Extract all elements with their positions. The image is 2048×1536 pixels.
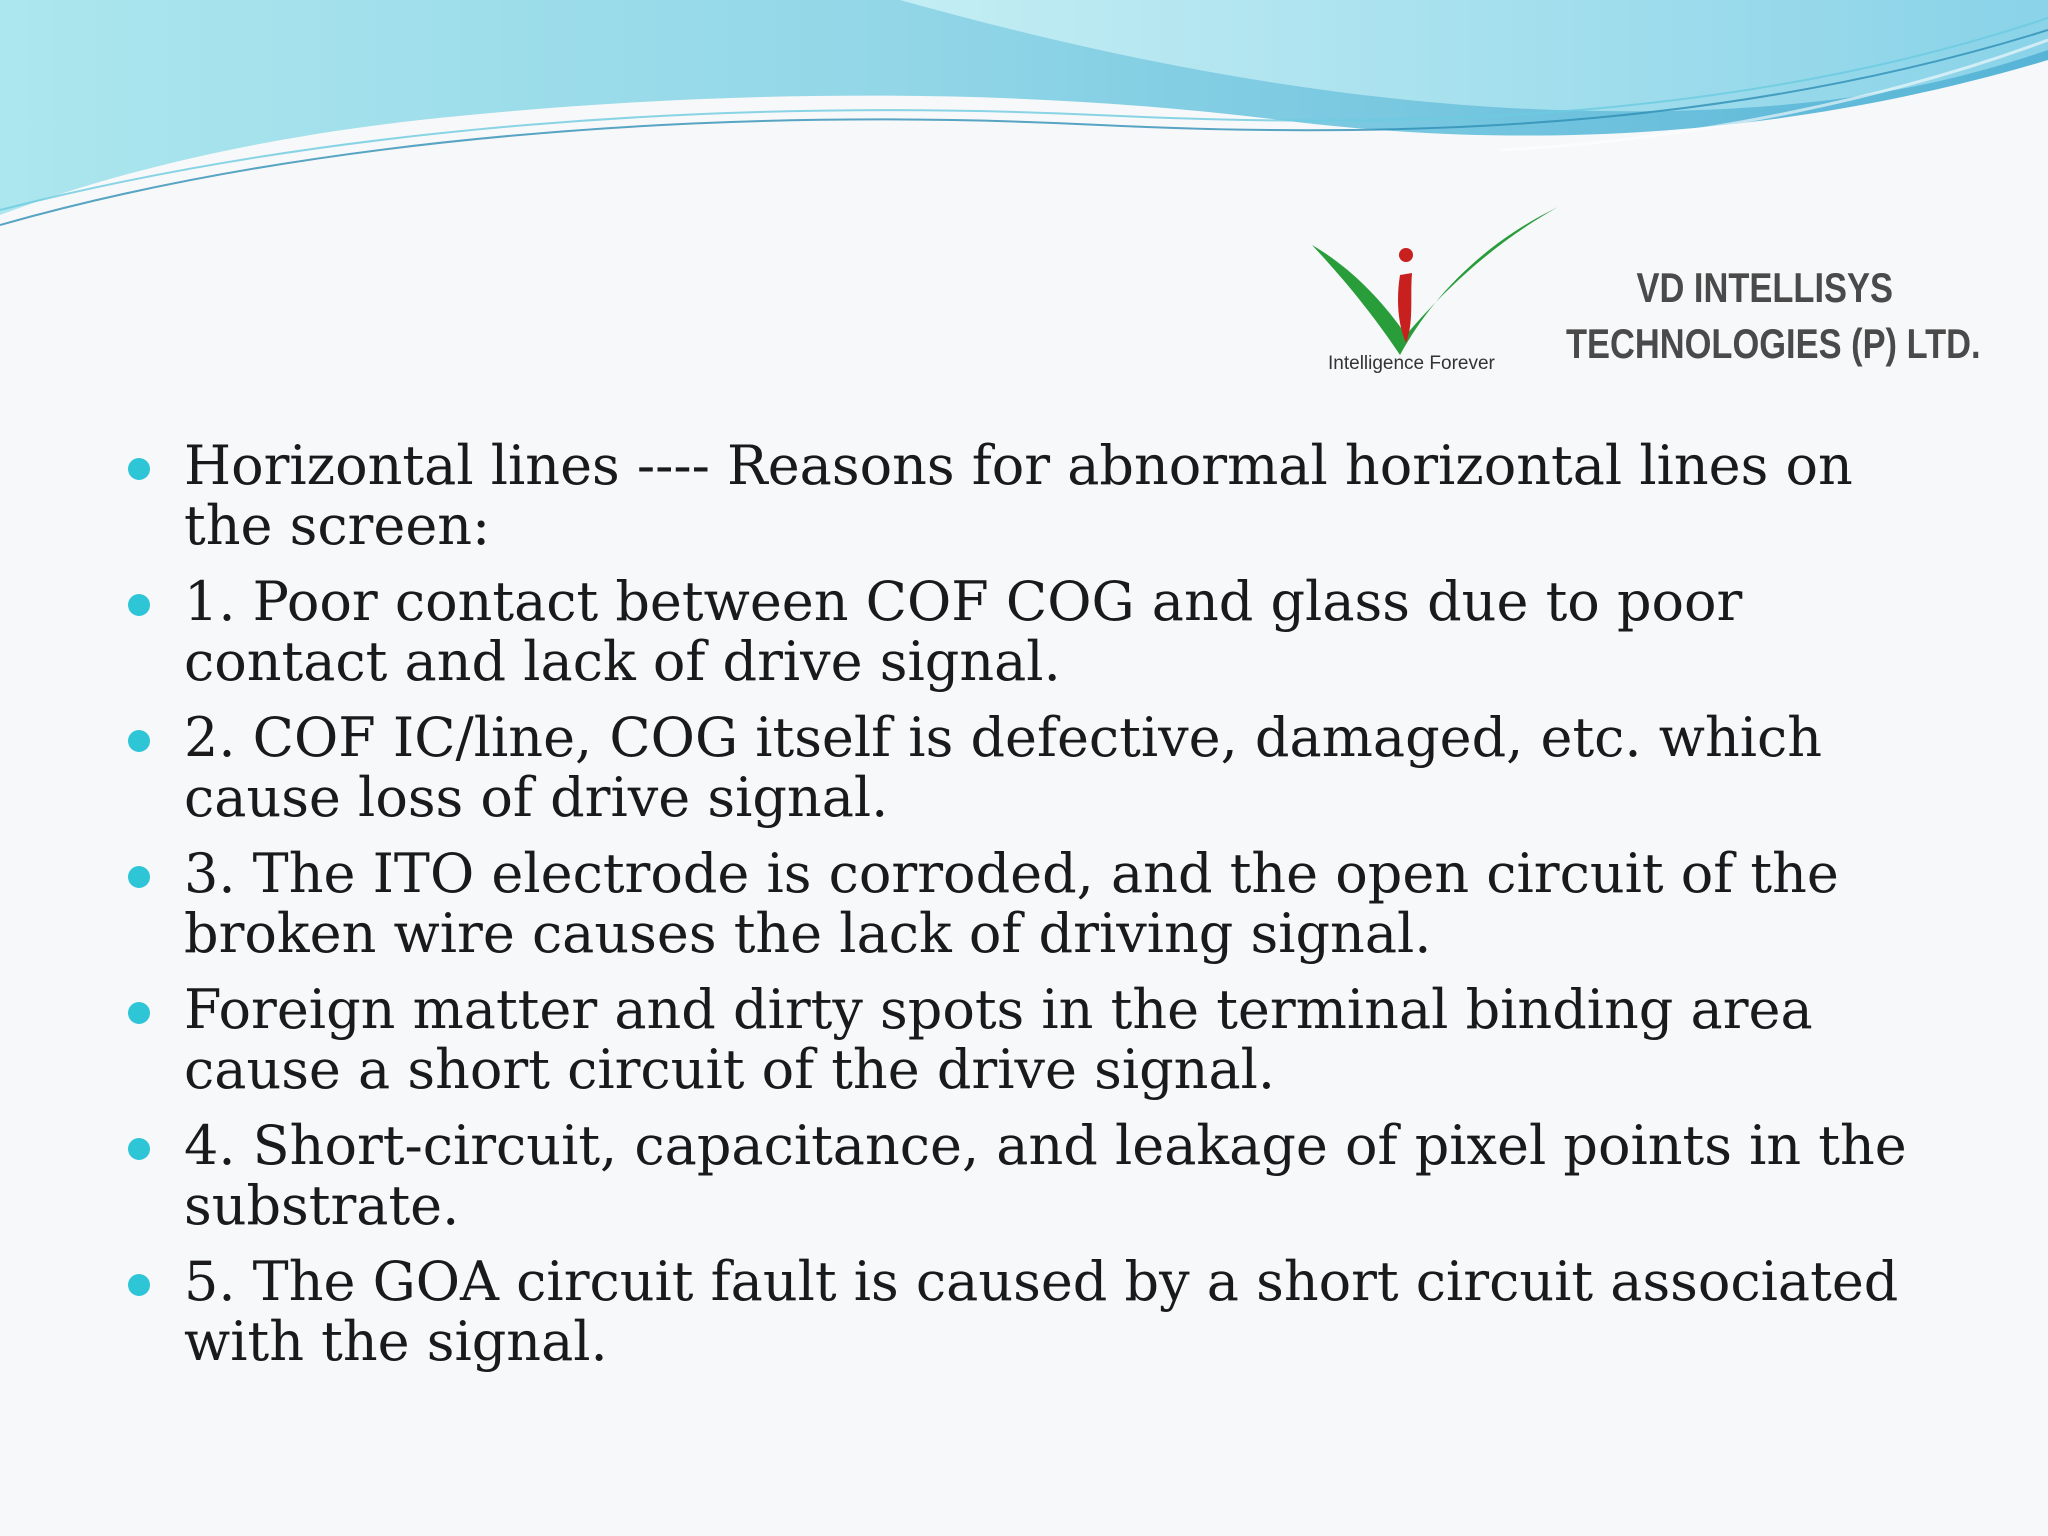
bullet-text: Horizontal lines ---- Reasons for abnormal horizontal lines on the screen: bbox=[184, 434, 1853, 557]
bullet-text: Foreign matter and dirty spots in the terminal binding area cause a short circuit of the drive signal. bbox=[184, 978, 1813, 1101]
bullet-dot-icon bbox=[128, 1002, 150, 1024]
company-logo bbox=[1310, 205, 1981, 385]
list-item bbox=[128, 980, 1958, 1100]
bullet-text: 3. The ITO electrode is corroded, and the open circuit of the broken wire causes the lack of driving signal. bbox=[184, 842, 1839, 965]
list-item bbox=[128, 572, 1958, 692]
bullet-dot-icon bbox=[128, 458, 150, 480]
bullet-text: 2. COF IC/line, COG itself is defective, damaged, etc. which cause loss of drive signal. bbox=[184, 706, 1823, 829]
bullet-text: 4. Short-circuit, capacitance, and leakage of pixel points in the substrate. bbox=[184, 1114, 1907, 1237]
logo-tagline: Intelligence Forever bbox=[1328, 353, 1495, 374]
list-item bbox=[128, 708, 1958, 828]
bullet-dot-icon bbox=[128, 1274, 150, 1296]
bullet-text: 5. The GOA circuit fault is caused by a short circuit associated with the signal. bbox=[184, 1250, 1899, 1373]
list-item bbox=[128, 436, 1958, 556]
logo-company-line2: TECHNOLOGIES (P) LTD. bbox=[1566, 320, 1981, 367]
bullet-text: 1. Poor contact between COF COG and glass due to poor contact and lack of drive signal. bbox=[184, 570, 1743, 693]
checkmark-logo-icon bbox=[1310, 205, 1560, 365]
bullet-dot-icon bbox=[128, 730, 150, 752]
header-wave-decoration bbox=[0, 0, 2048, 240]
logo-company-name bbox=[1566, 264, 1981, 367]
bullet-dot-icon bbox=[128, 866, 150, 888]
bullet-dot-icon bbox=[128, 1138, 150, 1160]
list-item bbox=[128, 1252, 1958, 1372]
bullet-list bbox=[128, 436, 1958, 1388]
list-item bbox=[128, 1116, 1958, 1236]
bullet-dot-icon bbox=[128, 594, 150, 616]
list-item bbox=[128, 844, 1958, 964]
logo-company-line1: VD INTELLISYS bbox=[1636, 264, 1893, 311]
